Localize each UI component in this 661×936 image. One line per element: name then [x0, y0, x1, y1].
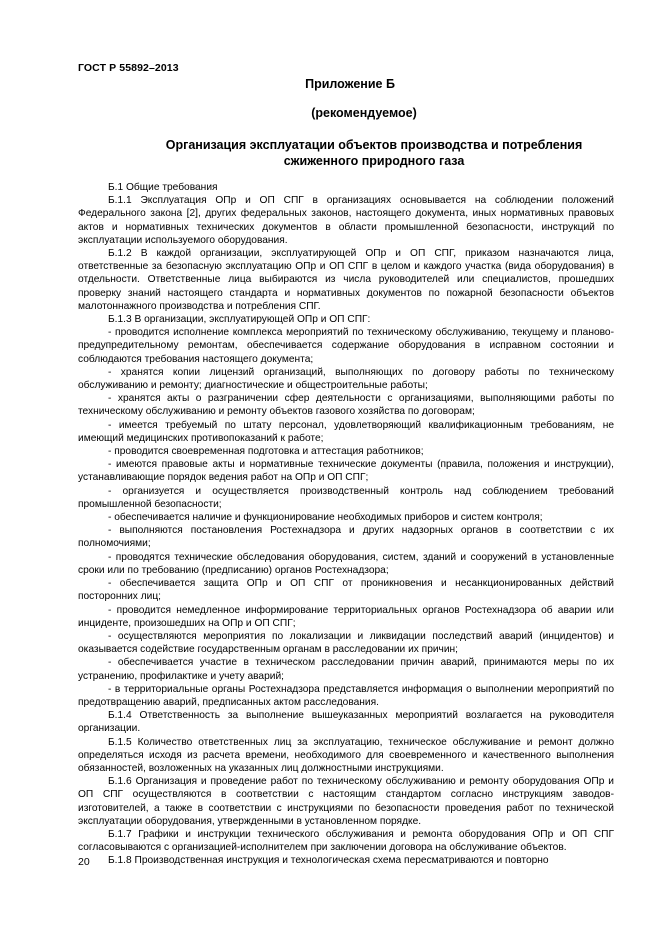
paragraph: Б.1.8 Производственная инструкция и технологическая схема пересматриваются и повторно	[108, 855, 549, 867]
paragraph: Б.1.1 Эксплуатация ОПр и ОП СПГ в организациях основывается на соблюдении положений Федерального закона [2], других федеральных законов, настоящего документа, иных нормативных правовых актов и нормативных технических документов в области промышленной безопасности, инструкций по эксплуатации используемого оборудования.	[78, 195, 614, 246]
standard-designation: ГОСТ Р 55892–2013	[78, 62, 179, 74]
list-item: - обеспечивается наличие и функционирование необходимых приборов и систем контроля;	[108, 512, 543, 524]
list-item: - хранятся акты о разграничении сфер деятельности с организациями, выполняющими работы по техническому обслуживанию и ремонту объектов газового хозяйства по договорам;	[78, 393, 614, 418]
list-item: - имеются правовые акты и нормативные технические документы (правила, положения и инструкции), устанавливающие порядок ведения работ на ОПр и ОП СПГ;	[78, 459, 614, 484]
body-text	[78, 181, 614, 868]
paragraph: Б.1.6 Организация и проведение работ по техническому обслуживанию и ремонту оборудования ОПр и ОП СПГ осуществляются в соответствии с настоящим стандартом согласно инструкциям заводов-изготовителей, а также в соответствии с инструкциями по безопасности проведения работ по технической эксплуатации оборудования, утвержденными в установленном порядке.	[78, 776, 614, 827]
appendix-title: Приложение Б	[305, 77, 395, 91]
list-item: - проводится своевременная подготовка и аттестация работников;	[108, 446, 424, 458]
paragraph: Б.1.7 Графики и инструкции технического обслуживания и ремонта оборудования ОПр и ОП СПГ согласовываются с организацией-исполнителем при заключении договора на обслуживание объектов.	[78, 828, 614, 854]
list-item: - имеется требуемый по штату персонал, удовлетворяющий квалификационным требованиям, не имеющий медицинских противопоказаний к работе;	[78, 419, 614, 444]
appendix-heading: Организация эксплуатации объектов производства и потребления сжиженного природного газа	[165, 138, 583, 168]
list-item: - в территориальные органы Ростехнадзора представляется информация о выполнении мероприятий по предотвращению аварий, предписанных актом расследования.	[78, 683, 614, 708]
paragraph: Б.1.3 В организации, эксплуатирующей ОПр и ОП СПГ:	[108, 314, 371, 326]
list-item: - организуется и осуществляется производственный контроль над соблюдением требований промышленной безопасности;	[78, 485, 614, 510]
section-heading: Б.1 Общие требования	[108, 182, 218, 193]
list-item: - проводится исполнение комплекса мероприятий по техническому обслуживанию, текущему и планово-предупредительному ремонтам, обеспечивается содержание оборудования в исправном состоянии и соблюдаются требования настоящего документа;	[78, 327, 614, 365]
paragraph: Б.1.2 В каждой организации, эксплуатирующей ОПр и ОП СПГ, приказом назначаются лица, ответственные за безопасную эксплуатацию ОПр и ОП СПГ в целом и каждого участка (вида оборудования) в отдельности. Ответственные лица выбираются из числа руководителей или специалистов, прошедших проверку знаний настоящего стандарта и нормативных документов по пожарной безопасности объектов малотоннажного производства и потребления СПГ.	[78, 248, 614, 312]
list-item: - обеспечивается защита ОПр и ОП СПГ от проникновения и несанкционированных действий посторонних лиц;	[78, 578, 614, 603]
list-item: - проводятся технические обследования оборудования, систем, зданий и сооружений в установленные сроки или по требованию (предписанию) органов Ростехнадзора;	[78, 551, 614, 576]
appendix-status: (рекомендуемое)	[311, 106, 417, 120]
list-item: - проводится немедленное информирование территориальных органов Ростехнадзора об аварии или инциденте, произошедших на ОПр и ОП СПГ;	[78, 604, 614, 629]
paragraph: Б.1.5 Количество ответственных лиц за эксплуатацию, техническое обслуживание и ремонт должно определяться исходя из расчета времени, необходимого для своевременного и качественного выполнения обязанностей, возложенных на указанных лиц должностными инструкциями.	[78, 736, 614, 774]
list-item: - обеспечивается участие в техническом расследовании причин аварий, принимаются меры по их устранению, профилактике и учету аварий;	[78, 657, 614, 682]
paragraph: Б.1.4 Ответственность за выполнение вышеуказанных мероприятий возлагается на руководителя организации.	[78, 710, 614, 735]
list-item: - осуществляются мероприятия по локализации и ликвидации последствий аварий (инцидентов) и оказывается содействие государственным органам в расследовании их причин;	[78, 630, 614, 656]
page-number: 20	[78, 856, 90, 868]
list-item: - выполняются постановления Ростехнадзора и других надзорных органов в соответствии с их полномочиями;	[78, 525, 614, 550]
list-item: - хранятся копии лицензий организаций, выполняющих по договору работы по техническому обслуживанию и ремонту; диагностические и общестроительные работы;	[78, 366, 614, 392]
